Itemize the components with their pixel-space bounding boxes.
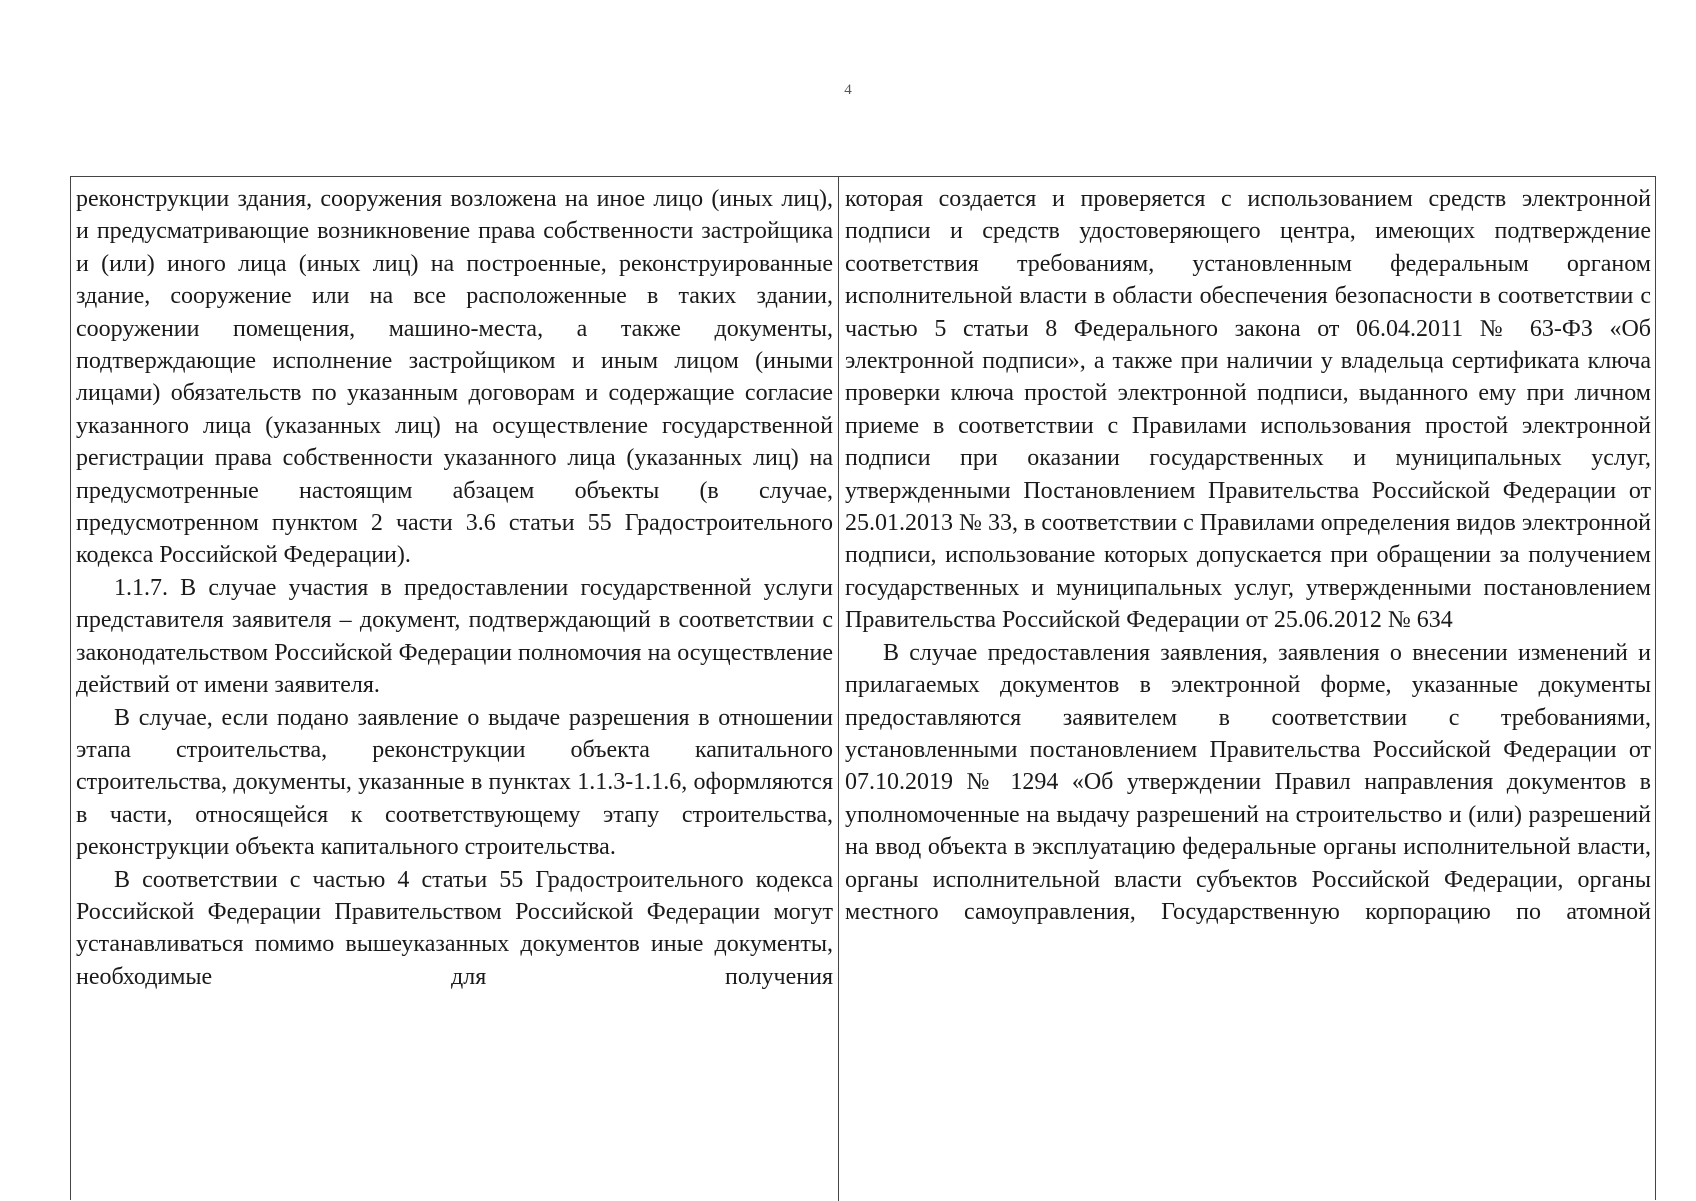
two-column-table [70, 176, 1656, 1200]
left-paragraph-2: 1.1.7. В случае участия в предоставлении государственной услуги представителя заявителя – документ, подтверждающий в соответствии с законодательством Российской Федерации полномочия на осуществление действий от имени заявителя. [76, 574, 833, 699]
right-paragraph-2: В случае предоставления заявления, заявления о внесении изменений и прилагаемых документов в электронной форме, указанные документы предоставляются заявителем в соответствии с требованиями, установленными постановлением Правительства Российской Федерации от 07.10.2019 № 1294 «Об утверждении Правил направления документов в уполномоченные на выдачу разрешений на строительство и (или) разрешений на ввод объекта в эксплуатацию федеральные органы исполнительной власти, органы исполнительной власти субъектов Российской Федерации, органы местного самоуправления, Государственную корпорацию по атомной [845, 639, 1651, 925]
right-column [845, 183, 1651, 928]
page-number: 4 [844, 82, 852, 98]
left-paragraph-3: В случае, если подано заявление о выдаче разрешения в отношении этапа строительства, реконструкции объекта капитального строительства, документы, указанные в пунктах 1.1.3-1.1.6, оформляются в части, относящейся к соответствующему этапу строительства, реконструкции объекта капитального строительства. [76, 704, 833, 861]
column-divider [838, 177, 839, 1201]
left-paragraph-4: В соответствии с частью 4 статьи 55 Градостроительного кодекса Российской Федерации Правительством Российской Федерации могут устанавливаться помимо вышеуказанных документов иные документы, необходимые для получения [76, 866, 833, 990]
right-paragraph-1: которая создается и проверяется с использованием средств электронной подписи и средств удостоверяющего центра, имеющих подтверждение соответствия требованиям, установленным федеральным органом исполнительной власти в области обеспечения безопасности в соответствии с частью 5 статьи 8 Федерального закона от 06.04.2011 № 63-ФЗ «Об электронной подписи», а также при наличии у владельца сертификата ключа проверки ключа простой электронной подписи, выданного ему при личном приеме в соответствии с Правилами использования простой электронной подписи при оказании государственных и муниципальных услуг, утвержденными Постановлением Правительства Российской Федерации от 25.01.2013 № 33, в соответствии с Правилами определения видов электронной подписи, использование которых допускается при обращении за получением государственных и муниципальных услуг, утвержденными постановлением Правительства Российской Федерации от 25.06.2012 № 634 [845, 186, 1651, 634]
left-column [76, 183, 833, 993]
left-paragraph-1: реконструкции здания, сооружения возложена на иное лицо (иных лиц), и предусматривающие возникновение права собственности застройщика и (или) иного лица (иных лиц) на построенные, реконструированные здание, сооружение или на все расположенные в таких здании, сооружении помещения, машино-места, а также документы, подтверждающие исполнение застройщиком и иным лицом (иными лицами) обязательств по указанным договорам и содержащие согласие указанного лица (указанных лиц) на осуществление государственной регистрации права собственности указанного лица (указанных лиц) на предусмотренные настоящим абзацем объекты (в случае, предусмотренном пунктом 2 части 3.6 статьи 55 Градостроительного кодекса Российской Федерации). [76, 186, 833, 569]
